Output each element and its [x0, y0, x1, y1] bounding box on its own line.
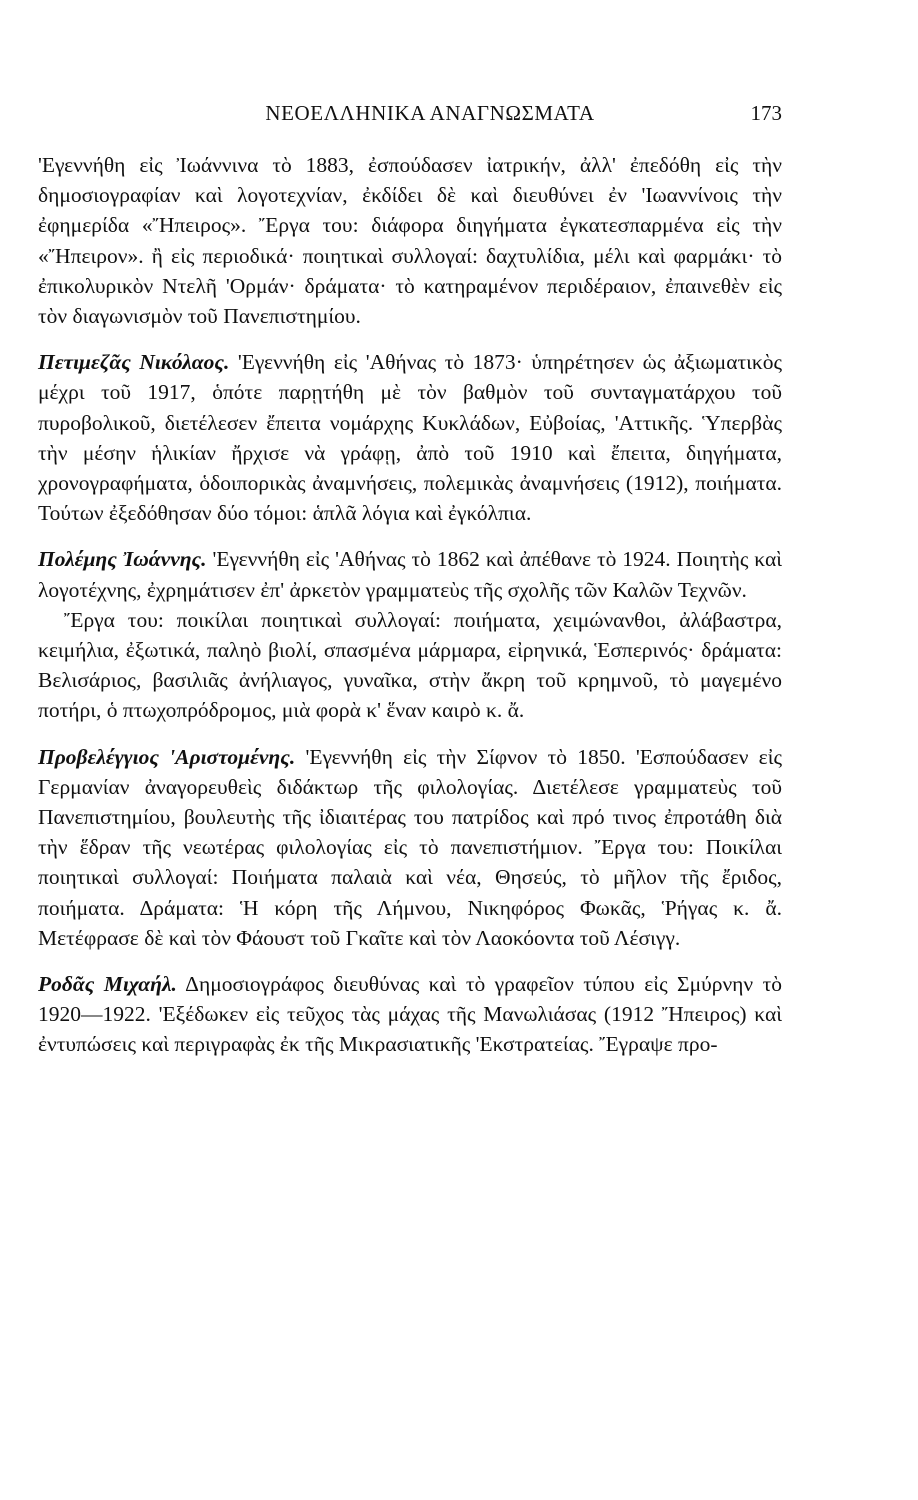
entry-rodas	[38, 969, 782, 1060]
running-title: ΝΕΟΕΛΛΗΝΙΚΑ ΑΝΑΓΝΩΣΜΑΤΑ	[265, 101, 595, 125]
entry-name: Πετιμεζᾶς Νικόλαος.	[38, 350, 230, 375]
page-number: 173	[750, 101, 782, 125]
paragraph-text: 'Εγεννήθη εἰς Ἰωάννινα τὸ 1883, ἐσπούδασεν ἰατρικήν, ἀλλ' ἐπεδόθη εἰς τὴν δημοσιογραφίαν καὶ λογοτεχνίαν, ἐκδίδει δὲ καὶ διευθύνει ἐν 'Ιωαννίνοις τὴν ἐφημερίδα «Ἤπειρος». Ἔργα του: διάφορα διηγήματα ἐγκατεσπαρμένα εἰς τὴν «Ἤπειρον». ἢ εἰς περιοδικά· ποιητικαὶ συλλογαί: δαχτυλίδια, μέλι καὶ φαρμάκι· τὸ ἐπικολυρικὸν Ντελῆ 'Ορμάν· δράματα· τὸ κατηραμένον περιδέραιον, ἐπαινεθὲν εἰς τὸν διαγωνισμὸν τοῦ Πανεπιστημίου.	[38, 153, 782, 329]
entry-name: Πολέμης Ἰωάννης.	[38, 547, 207, 572]
entry-polemis	[38, 544, 782, 604]
entry-text: 'Εγεννήθη εἰς 'Αθήνας τὸ 1862 καὶ ἀπέθανε τὸ 1924. Ποιητὴς καὶ λογοτέχνης, ἐχρημάτισεν ἐπ' ἀρκετὸν γραμματεὺς τῆς σχολῆς τῶν Καλῶν Τεχνῶν.	[38, 547, 782, 602]
entry-petimezas	[38, 347, 782, 528]
entry-text: Δημοσιογράφος διευθύνας καὶ τὸ γραφεῖον τύπου εἰς Σμύρνην τὸ 1920—1922. 'Εξέδωκεν εἰς τεῦχος τὰς μάχας τῆς Μανωλιάσας (1912 Ἤπειρος) καὶ ἐντυπώσεις καὶ περιγραφὰς ἐκ τῆς Μικρασιατικῆς 'Εκστρατείας. Ἔγραψε προ-	[38, 972, 782, 1057]
running-header	[0, 96, 918, 130]
entry-text: 'Εγεννήθη εἰς τὴν Σίφνον τὸ 1850. 'Εσπούδασεν εἰς Γερμανίαν ἀναγορευθεὶς διδάκτωρ τῆς φιλολογίας. Διετέλεσε γραμματεὺς τοῦ Πανεπιστημίου, βουλευτὴς τῆς ἰδιαιτέρας του πατρίδος καὶ πρό τινος ἐπροτάθη διὰ τὴν ἕδραν τῆς νεωτέρας φιλολογίας εἰς τὸ πανεπιστήμιον. Ἔργα του: Ποικίλαι ποιητικαὶ συλλογαί: Ποιήματα παλαιὰ καὶ νέα, Θησεύς, τὸ μῆλον τῆς ἔριδος, ποιήματα. Δράματα: Ἡ κόρη τῆς Λήμνου, Νικηφόρος Φωκᾶς, Ῥήγας κ. ἄ. Μετέφρασε δὲ καὶ τὸν Φάουστ τοῦ Γκαῖτε καὶ τὸν Λαοκόοντα τοῦ Λέσιγγ.	[38, 744, 782, 950]
paragraph-works-polemis	[38, 605, 782, 726]
entry-name: Ροδᾶς Μιχαήλ.	[38, 972, 177, 997]
paragraph-text: Ἔργα του: ποικίλαι ποιητικαὶ συλλογαί: ποιήματα, χειμώνανθοι, ἀλάβαστρα, κειμήλια, ἐξωτικά, παληὸ βιολί, σπασμένα μάρμαρα, εἰρηνικά, Ἑσπερινός· δράματα: Βελισάριος, βασιλιᾶς ἀνήλιαγος, γυναῖκα, στὴν ἄκρη τοῦ κρημνοῦ, τὸ μαγεμένο ποτήρι, ὁ πτωχοπρόδρομος, μιὰ φορὰ κ' ἕναν καιρὸ κ. ἄ.	[38, 607, 782, 723]
entry-name: Προβελέγγιος 'Αριστομένης.	[38, 744, 296, 769]
entry-provelengios	[38, 742, 782, 953]
paragraph-continuation	[38, 150, 782, 331]
body-text	[38, 150, 782, 1060]
entry-text: 'Εγεννήθη εἰς 'Αθήνας τὸ 1873· ὑπηρέτησεν ὡς ἀξιωματικὸς μέχρι τοῦ 1917, ὁπότε παρῃτήθη μὲ τὸν βαθμὸν τοῦ συνταγματάρχου τοῦ πυροβολικοῦ, διετέλεσεν ἔπειτα νομάρχης Κυκλάδων, Εὐβοίας, 'Αττικῆς. Ὑπερβὰς τὴν μέσην ἡλικίαν ἤρχισε νὰ γράφῃ, ἀπὸ τοῦ 1910 καὶ ἔπειτα, διηγήματα, χρονογραφήματα, ὁδοιπορικὰς ἀναμνήσεις, πολεμικὰς ἀναμνήσεις (1912), ποιήματα. Τούτων ἐξεδόθησαν δύο τόμοι: ἁπλᾶ λόγια καὶ ἐγκόλπια.	[38, 350, 782, 526]
